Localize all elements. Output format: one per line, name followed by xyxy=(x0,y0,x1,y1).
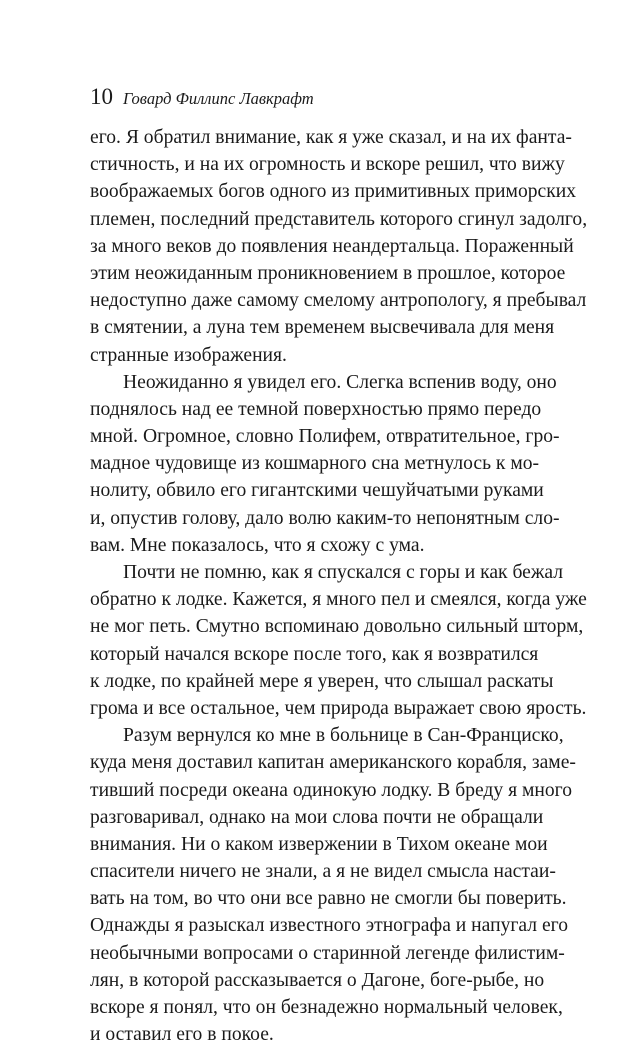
text-line: его. Я обратил внимание, как я уже сказал, и на их фанта- xyxy=(90,127,572,148)
paragraph xyxy=(90,124,588,369)
paragraph xyxy=(90,559,587,722)
text-line: который начался вскоре после того, как я возвратился xyxy=(90,643,539,665)
text-line: и оставил его в покое. xyxy=(90,1024,274,1046)
text-line: необычными вопросами о старинной легенде филистим- xyxy=(90,942,565,964)
text-line: не мог петь. Смутно вспоминаю довольно сильный шторм, xyxy=(90,616,584,638)
text-line: и, опустив голову, дало волю каким-то непонятным сло- xyxy=(90,507,560,529)
text-line: к лодке, по крайней мере я уверен, что слышал раскаты xyxy=(90,670,554,692)
text-line: мадное чудовище из кошмарного сна метнулось к мо- xyxy=(90,453,540,475)
paragraph xyxy=(90,369,560,559)
text-line: тивший посреди океана одинокую лодку. В бреду я много xyxy=(90,779,573,801)
text-line: в смятении, а луна тем временем высвечивала для меня xyxy=(90,317,555,339)
text-line: стичность, и на их огромность и вскоре решил, что вижу xyxy=(90,154,565,176)
text-line: за много веков до появления неандертальца. Пораженный xyxy=(90,235,574,257)
page-number: 10 xyxy=(90,84,113,109)
body-text xyxy=(90,124,588,1048)
paragraph xyxy=(90,722,576,1048)
text-line: разговаривал, однако на мои слова почти не обращали xyxy=(90,806,544,828)
text-line: вать на том, во что они все равно не смогли бы поверить. xyxy=(90,888,567,910)
text-line: воображаемых богов одного из примитивных приморских xyxy=(90,181,577,203)
running-head xyxy=(90,84,314,110)
text-line: странные изображения. xyxy=(90,344,287,366)
text-line: куда меня доставил капитан американского корабля, заме- xyxy=(90,752,576,774)
text-line: Однажды я разыскал известного этнографа и напугал его xyxy=(90,915,569,937)
text-line: нолиту, обвило его гигантскими чешуйчатыми руками xyxy=(90,480,544,502)
text-line: грома и все остальное, чем природа выражает свою ярость. xyxy=(90,697,587,719)
text-line: обратно к лодке. Кажется, я много пел и смеялся, когда уже xyxy=(90,589,587,611)
text-line: Неожиданно я увидел его. Слегка вспенив воду, оно xyxy=(123,371,557,393)
text-line: лян, в которой рассказывается о Дагоне, боге-рыбе, но xyxy=(90,969,545,991)
text-line: внимания. Ни о каком извержении в Тихом океане мои xyxy=(90,833,548,855)
text-line: вам. Мне показалось, что я схожу с ума. xyxy=(90,534,425,556)
text-line: Почти не помню, как я спускался с горы и как бежал xyxy=(123,562,564,583)
text-line: мной. Огромное, словно Полифем, отвратительное, гро- xyxy=(90,426,560,448)
text-line: спасители ничего не знали, а я не видел смысла настаи- xyxy=(90,861,556,883)
text-line: недоступно даже самому смелому антропологу, я пребывал xyxy=(90,290,587,312)
text-line: вскоре я понял, что он безнадежно нормальный человек, xyxy=(90,997,563,1018)
text-line: поднялось над ее темной поверхностью прямо передо xyxy=(90,398,542,420)
book-author-header: Говард Филлипс Лавкрафт xyxy=(123,89,314,108)
text-line: Разум вернулся ко мне в больнице в Сан-Франциско, xyxy=(123,725,564,747)
text-line: племен, последний представитель которого сгинул задолго, xyxy=(90,208,588,230)
text-line: этим неожиданным проникновением в прошлое, которое xyxy=(90,262,566,284)
